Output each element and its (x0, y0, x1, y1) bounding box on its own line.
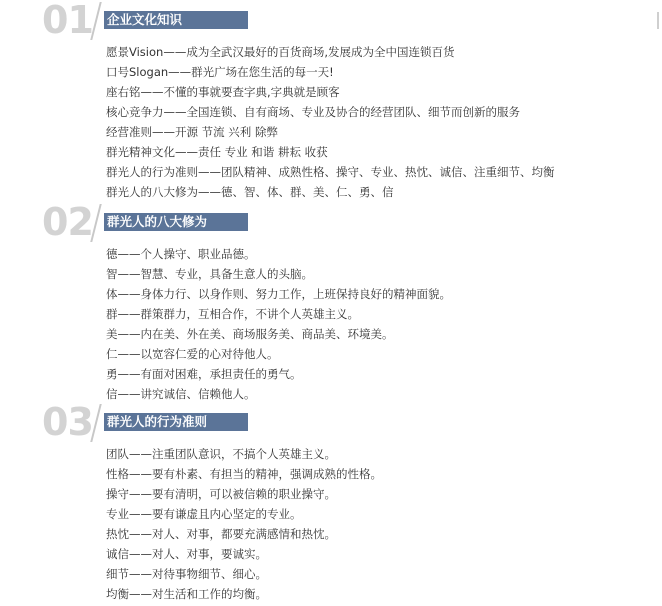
item-list (106, 244, 451, 404)
list-item: 勇——有面对困难，承担责任的勇气。 (106, 367, 302, 381)
list-item: 群光精神文化——责任 专业 和谐 耕耘 收获 (106, 145, 328, 159)
list-item: 团队——注重团队意识，不搞个人英雄主义。 (106, 447, 336, 461)
section-number: 03 (42, 400, 93, 444)
list-item: 群——群策群力，互相合作，不讲个人英雄主义。 (106, 307, 359, 321)
section-number: 02 (42, 200, 93, 244)
section-title: 群光人的八大修为 (104, 213, 248, 231)
list-item: 座右铭——不懂的事就要查字典,字典就是顾客 (106, 85, 340, 99)
list-item: 细节——对待事物细节、细心。 (106, 567, 267, 581)
list-item: 操守——要有清明，可以被信赖的职业操守。 (106, 487, 336, 501)
item-list (106, 444, 382, 604)
list-item: 群光人的八大修为——德、智、体、群、美、仁、勇、信 (106, 185, 394, 199)
list-item: 经营准则——开源 节流 兴利 除弊 (106, 125, 278, 139)
list-item: 均衡——对生活和工作的均衡。 (106, 587, 267, 601)
section-number: 01 (42, 0, 93, 42)
list-item: 智——智慧、专业，具备生意人的头脑。 (106, 267, 313, 281)
section-title: 群光人的行为准则 (104, 413, 248, 431)
list-item: 核心竞争力——全国连锁、自有商场、专业及协合的经营团队、细节而创新的服务 (106, 105, 520, 119)
list-item: 愿景Vision——成为全武汉最好的百货商场,发展成为全中国连锁百货 (106, 45, 455, 59)
list-item: 性格——要有朴素、有担当的精神，强调成熟的性格。 (106, 467, 382, 481)
list-item: 体——身体力行、以身作则、努力工作，上班保持良好的精神面貌。 (106, 287, 451, 301)
list-item: 德——个人操守、职业品德。 (106, 247, 256, 261)
section-title: 企业文化知识 (104, 11, 248, 29)
list-item: 口号Slogan——群光广场在您生活的每一天! (106, 65, 334, 79)
list-item: 热忱——对人、对事，都要充满感情和热忱。 (106, 527, 336, 541)
decorative-bar (657, 12, 659, 29)
item-list (106, 42, 555, 202)
list-item: 诚信——对人、对事，要诚实。 (106, 547, 267, 561)
list-item: 专业——要有谦虚且内心坚定的专业。 (106, 507, 302, 521)
list-item: 信——讲究诚信、信赖他人。 (106, 387, 256, 401)
list-item: 仁——以宽容仁爱的心对待他人。 (106, 347, 279, 361)
list-item: 群光人的行为准则——团队精神、成熟性格、操守、专业、热忱、诚信、注重细节、均衡 (106, 165, 555, 179)
list-item: 美——内在美、外在美、商场服务美、商品美、环境美。 (106, 327, 394, 341)
